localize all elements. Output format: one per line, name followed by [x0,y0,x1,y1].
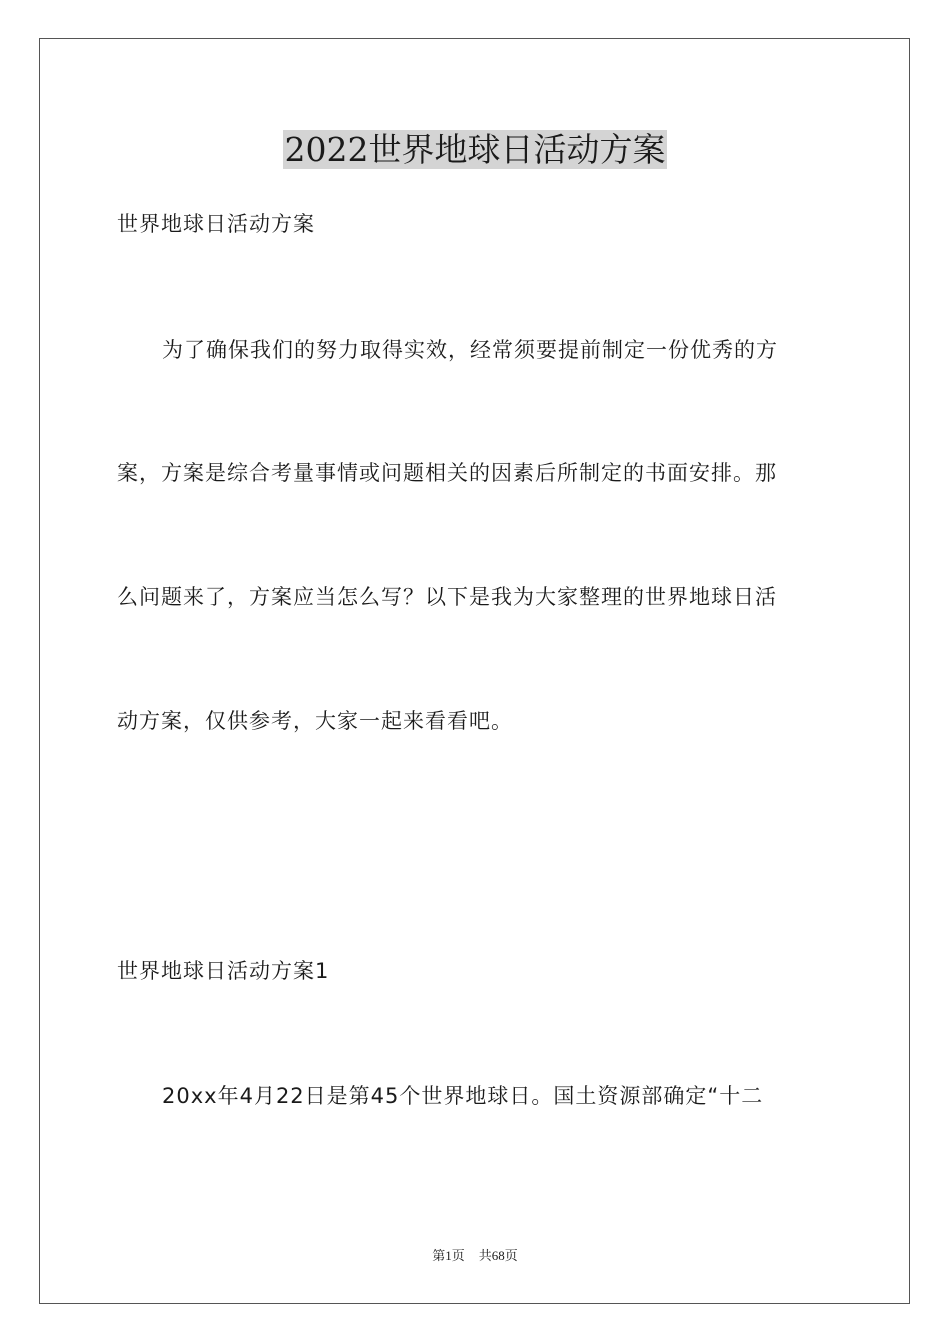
page-number: 第1页 [432,1248,465,1263]
document-subtitle: 世界地球日活动方案 [117,212,315,236]
document-title-text: 2022世界地球日活动方案 [284,130,666,169]
section-heading: 世界地球日活动方案1 [117,959,330,983]
paragraph-line: 为了确保我们的努力取得实效，经常须要提前制定一份优秀的方 [162,338,778,362]
paragraph-line: 20xx年4月22日是第45个世界地球日。国土资源部确定“十二 [162,1084,764,1108]
page-footer [0,1247,950,1265]
paragraph-line: 案，方案是综合考量事情或问题相关的因素后所制定的书面安排。那 [117,461,777,485]
document-title [0,128,950,172]
paragraph-line: 么问题来了，方案应当怎么写？以下是我为大家整理的世界地球日活 [117,585,777,609]
page-total: 共68页 [478,1248,518,1263]
paragraph-line: 动方案，仅供参考，大家一起来看看吧。 [117,709,513,733]
